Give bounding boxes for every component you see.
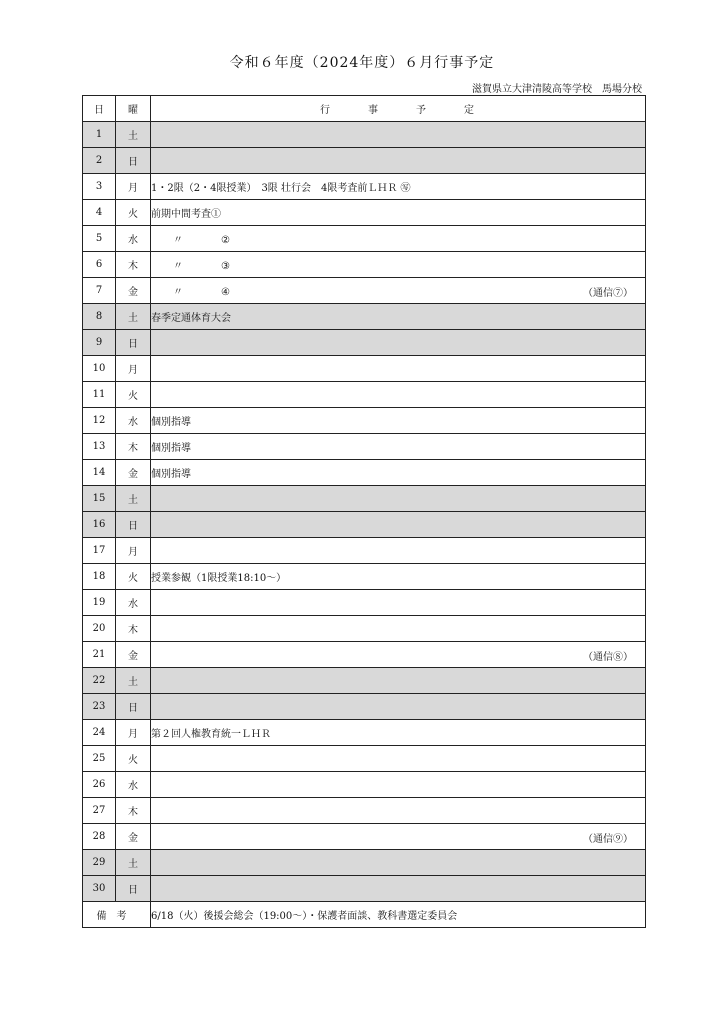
day-cell: 15 (83, 486, 116, 512)
day-cell: 8 (83, 304, 116, 330)
event-text: 〃 (173, 287, 183, 298)
event-cell (151, 200, 646, 226)
table-row (83, 538, 646, 564)
event-sub-text: ② (221, 235, 230, 246)
note-text: （通信⑧） (583, 652, 633, 663)
weekday-cell: 月 (116, 538, 151, 564)
table-row (83, 876, 646, 902)
weekday-cell: 金 (116, 642, 151, 668)
event-cell (151, 460, 646, 486)
event-text: 前期中間考査① (151, 209, 221, 220)
weekday-cell: 土 (116, 122, 151, 148)
event-cell (151, 512, 646, 538)
table-row (83, 746, 646, 772)
weekday-cell: 日 (116, 694, 151, 720)
header-event: 行 事 予 定 (151, 96, 646, 122)
weekday-cell: 火 (116, 564, 151, 590)
remarks-label: 備考 (83, 902, 151, 928)
day-cell: 1 (83, 122, 116, 148)
table-row (83, 174, 646, 200)
event-cell (151, 746, 646, 772)
event-cell (151, 356, 646, 382)
day-cell: 29 (83, 850, 116, 876)
event-cell (151, 564, 646, 590)
event-cell (151, 824, 646, 850)
table-row (83, 278, 646, 304)
weekday-cell: 日 (116, 512, 151, 538)
header-day: 日 (83, 96, 116, 122)
day-cell: 5 (83, 226, 116, 252)
day-cell: 20 (83, 616, 116, 642)
weekday-cell: 火 (116, 382, 151, 408)
event-cell (151, 616, 646, 642)
weekday-cell: 日 (116, 876, 151, 902)
note-text: （通信⑨） (583, 834, 633, 845)
day-cell: 17 (83, 538, 116, 564)
table-row (83, 642, 646, 668)
event-cell (151, 408, 646, 434)
weekday-cell: 日 (116, 148, 151, 174)
table-row (83, 824, 646, 850)
weekday-cell: 月 (116, 174, 151, 200)
event-cell (151, 122, 646, 148)
day-cell: 9 (83, 330, 116, 356)
event-cell (151, 668, 646, 694)
schedule-rows (83, 122, 646, 902)
event-cell (151, 876, 646, 902)
remarks-row (83, 902, 646, 928)
weekday-cell: 日 (116, 330, 151, 356)
table-row (83, 434, 646, 460)
event-cell (151, 772, 646, 798)
event-cell (151, 720, 646, 746)
weekday-cell: 木 (116, 798, 151, 824)
weekday-cell: 木 (116, 434, 151, 460)
day-cell: 13 (83, 434, 116, 460)
event-cell (151, 694, 646, 720)
day-cell: 19 (83, 590, 116, 616)
table-row (83, 356, 646, 382)
table-row (83, 616, 646, 642)
table-row (83, 486, 646, 512)
weekday-cell: 水 (116, 226, 151, 252)
day-cell: 24 (83, 720, 116, 746)
event-cell (151, 434, 646, 460)
weekday-cell: 水 (116, 590, 151, 616)
weekday-cell: 月 (116, 720, 151, 746)
table-row (83, 408, 646, 434)
event-cell (151, 330, 646, 356)
day-cell: 22 (83, 668, 116, 694)
weekday-cell: 金 (116, 278, 151, 304)
table-row (83, 304, 646, 330)
table-row (83, 148, 646, 174)
table-row (83, 252, 646, 278)
event-cell (151, 304, 646, 330)
event-cell (151, 252, 646, 278)
event-sub-text: ④ (221, 287, 230, 298)
table-row (83, 200, 646, 226)
day-cell: 12 (83, 408, 116, 434)
table-row (83, 564, 646, 590)
event-cell (151, 538, 646, 564)
school-name: 滋賀県立大津清陵高等学校 馬場分校 (472, 84, 642, 95)
day-cell: 23 (83, 694, 116, 720)
table-row (83, 460, 646, 486)
day-cell: 6 (83, 252, 116, 278)
table-row (83, 720, 646, 746)
weekday-cell: 水 (116, 408, 151, 434)
event-text: 授業参観（1限授業18:10～） (151, 573, 287, 584)
table-row (83, 850, 646, 876)
day-cell: 25 (83, 746, 116, 772)
day-cell: 2 (83, 148, 116, 174)
weekday-cell: 月 (116, 356, 151, 382)
weekday-cell: 土 (116, 304, 151, 330)
weekday-cell: 火 (116, 746, 151, 772)
weekday-cell: 土 (116, 850, 151, 876)
table-row (83, 122, 646, 148)
weekday-cell: 土 (116, 668, 151, 694)
event-cell (151, 174, 646, 200)
day-cell: 10 (83, 356, 116, 382)
header-row (83, 96, 646, 122)
event-text: 個別指導 (151, 469, 191, 480)
table-row (83, 772, 646, 798)
event-text: 〃 (173, 235, 183, 246)
page-title: 令和６年度（2024年度）６月行事予定 (229, 55, 495, 71)
weekday-cell: 金 (116, 460, 151, 486)
table-row (83, 590, 646, 616)
day-cell: 21 (83, 642, 116, 668)
day-cell: 4 (83, 200, 116, 226)
day-cell: 16 (83, 512, 116, 538)
event-cell (151, 642, 646, 668)
event-text: 1・2限（2・4限授業） 3限 壮行会 4限考査前ＬＨＲ ㊢ (151, 183, 411, 194)
weekday-cell: 金 (116, 824, 151, 850)
event-cell (151, 278, 646, 304)
day-cell: 14 (83, 460, 116, 486)
event-text: 第２回人権教育統一ＬＨＲ (151, 729, 271, 740)
event-text: 個別指導 (151, 443, 191, 454)
day-cell: 28 (83, 824, 116, 850)
day-cell: 26 (83, 772, 116, 798)
event-cell (151, 148, 646, 174)
day-cell: 30 (83, 876, 116, 902)
weekday-cell: 土 (116, 486, 151, 512)
day-cell: 18 (83, 564, 116, 590)
table-row (83, 798, 646, 824)
weekday-cell: 木 (116, 616, 151, 642)
event-text: 〃 (173, 261, 183, 272)
weekday-cell: 木 (116, 252, 151, 278)
event-sub-text: ③ (221, 261, 230, 272)
day-cell: 11 (83, 382, 116, 408)
day-cell: 3 (83, 174, 116, 200)
day-cell: 27 (83, 798, 116, 824)
event-cell (151, 850, 646, 876)
table-row (83, 226, 646, 252)
event-cell (151, 226, 646, 252)
header-weekday: 曜 (116, 96, 151, 122)
note-text: （通信⑦） (583, 288, 633, 299)
table-row (83, 668, 646, 694)
event-text: 春季定通体育大会 (151, 313, 231, 324)
day-cell: 7 (83, 278, 116, 304)
event-cell (151, 798, 646, 824)
event-text: 個別指導 (151, 417, 191, 428)
table-row (83, 694, 646, 720)
event-cell (151, 590, 646, 616)
schedule-table (82, 95, 646, 928)
weekday-cell: 水 (116, 772, 151, 798)
table-row (83, 330, 646, 356)
event-cell (151, 486, 646, 512)
remarks-text: 6/18（火）後援会総会（19:00～）・保護者面談、教科書選定委員会 (151, 902, 646, 928)
weekday-cell: 火 (116, 200, 151, 226)
event-cell (151, 382, 646, 408)
table-row (83, 382, 646, 408)
table-row (83, 512, 646, 538)
